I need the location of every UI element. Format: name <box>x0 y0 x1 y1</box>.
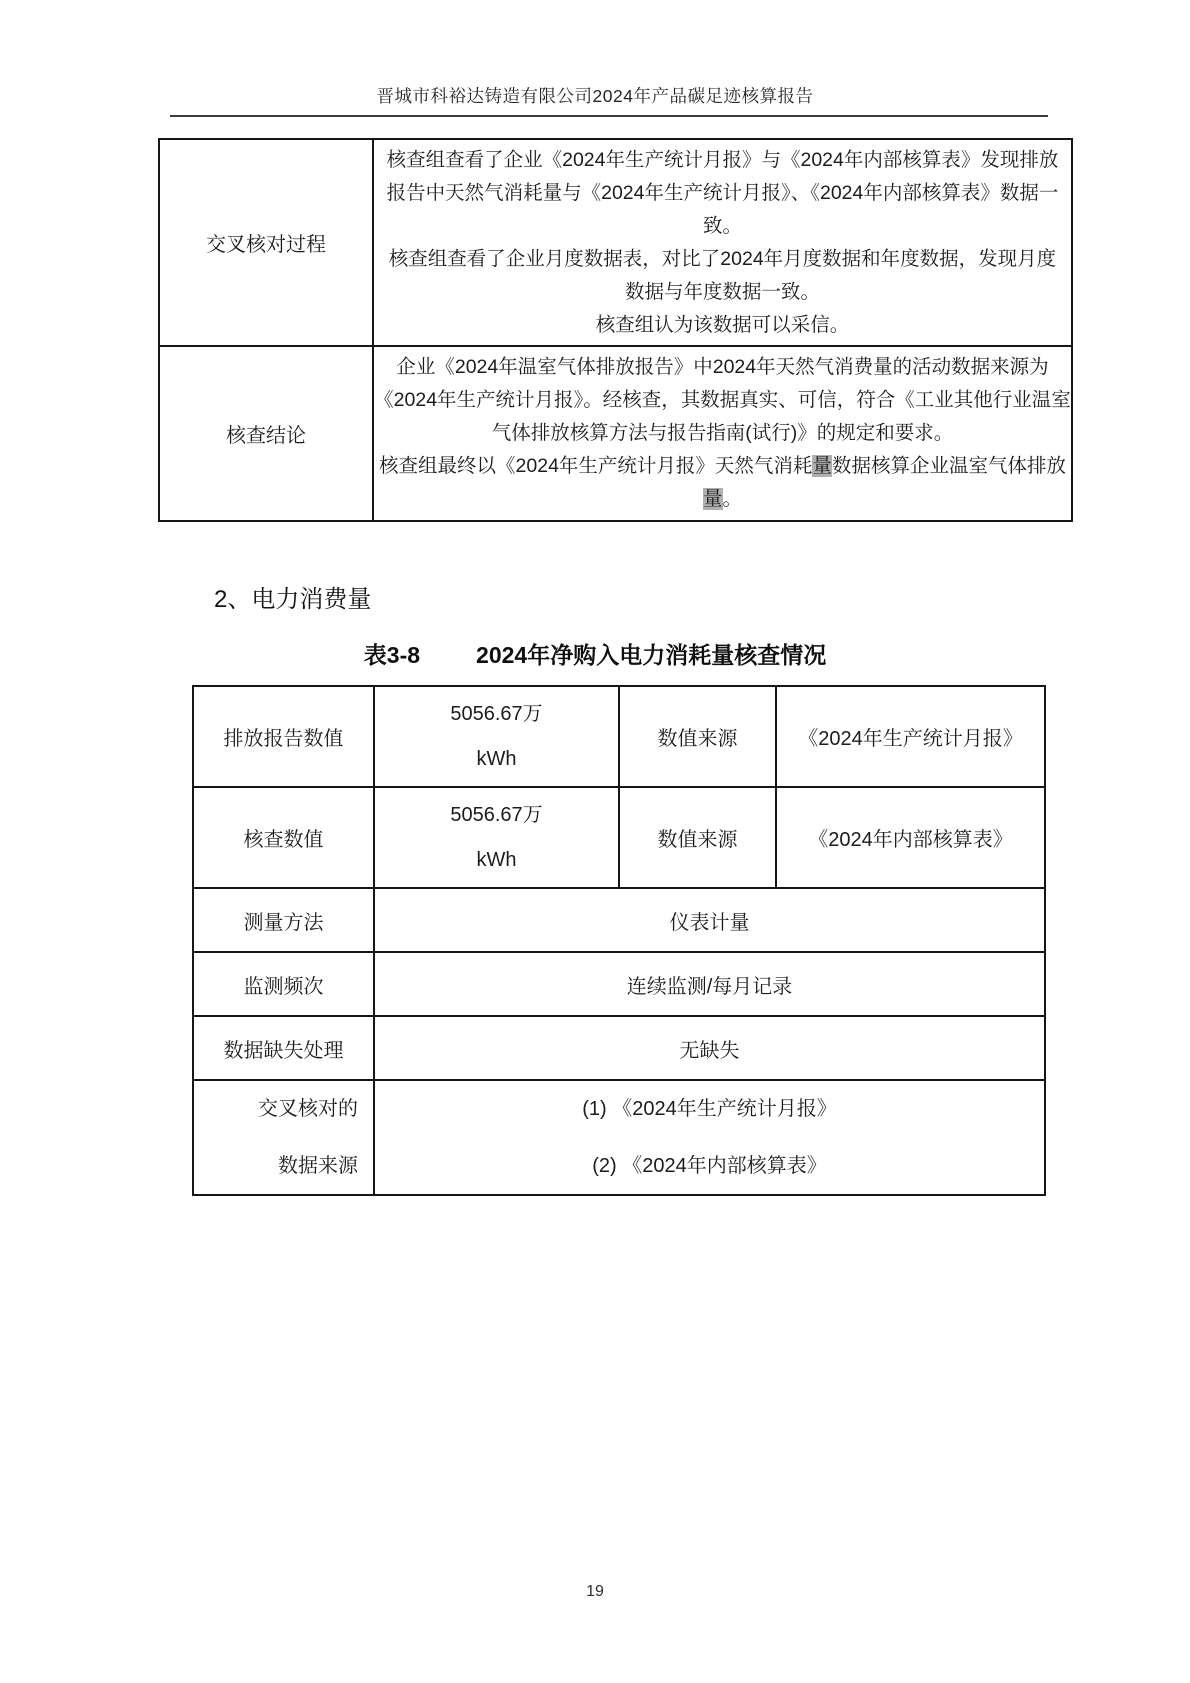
emission-report-value <box>375 687 620 786</box>
label-line: 交叉核对的 <box>258 1097 358 1120</box>
value-line: kWh <box>476 848 517 871</box>
measurement-method-value: 仪表计量 <box>669 911 750 934</box>
verified-value <box>375 788 620 887</box>
highlighted-char: 量 <box>812 455 832 477</box>
value-line: 5056.67万 <box>450 702 543 725</box>
content-line: 企业《2024年温室气体排放报告》中2024年天然气消费量的活动数据来源为 <box>396 356 1049 378</box>
content-line: 气体排放核算方法与报告指南(试行)》的规定和要求。 <box>491 422 954 444</box>
value-source-label: 数值来源 <box>620 687 777 786</box>
natural-gas-verification-table <box>158 138 1073 522</box>
page-number: 19 <box>586 1583 604 1600</box>
caption-text: 2024年净购入电力消耗量核查情况 <box>476 642 827 668</box>
report-header-title: 晋城市科裕达铸造有限公司2024年产品碳足迹核算报告 <box>376 86 814 106</box>
value-line: (2) 《2024年内部核算表》 <box>592 1154 827 1177</box>
table-row-missing-data-handling <box>194 1015 1044 1079</box>
content-line: 核查组查看了企业《2024年生产统计月报》与《2024年内部核算表》发现排放 <box>386 148 1059 171</box>
cross-check-sources-label <box>194 1081 375 1194</box>
missing-data-handling-value: 无缺失 <box>679 1039 740 1062</box>
measurement-method-label: 测量方法 <box>194 889 375 951</box>
content-line <box>703 483 742 516</box>
monitoring-frequency-label: 监测频次 <box>194 953 375 1015</box>
content-line <box>379 450 1066 483</box>
value-line: 5056.67万 <box>450 803 543 826</box>
line-text: 数据核算企业温室气体排放 <box>831 455 1066 477</box>
table-row-cross-check-sources <box>194 1079 1044 1194</box>
header-divider <box>170 115 1048 117</box>
highlighted-char: 量 <box>702 488 723 510</box>
label-line: 数据来源 <box>278 1154 358 1177</box>
line-text: 。 <box>722 488 743 510</box>
content-line: 报告中天然气消耗量与《2024年生产统计月报》、《2024年内部核算表》数据一 <box>386 181 1059 204</box>
value-source-label: 数值来源 <box>620 788 777 887</box>
caption-label: 表3-8 <box>363 642 421 668</box>
section-heading-electricity: 2、电力消费量 <box>214 586 372 613</box>
value-source: 《2024年内部核算表》 <box>808 829 1013 851</box>
table-row-verification-conclusion <box>160 345 1071 520</box>
table-3-8-caption <box>0 640 1190 670</box>
verification-conclusion-content <box>374 347 1071 520</box>
content-line: 《2024年生产统计月报》。经核查，其数据真实、可信，符合《工业其他行业温室 <box>374 389 1071 411</box>
content-line: 致。 <box>702 214 742 237</box>
table-row-emission-report-value <box>194 687 1044 786</box>
verification-conclusion-label: 核查结论 <box>160 347 374 520</box>
cross-check-sources-value <box>375 1081 1044 1194</box>
electricity-verification-table <box>192 685 1046 1196</box>
table-row-cross-check-process <box>160 140 1071 345</box>
content-line: 数据与年度数据一致。 <box>624 280 820 303</box>
value-line: (1) 《2024年生产统计月报》 <box>582 1097 837 1120</box>
content-line: 核查组查看了企业月度数据表，对比了2024年月度数据和年度数据，发现月度 <box>388 247 1057 270</box>
cross-check-process-content <box>374 140 1071 345</box>
table-row-measurement-method <box>194 887 1044 951</box>
table-row-verified-value <box>194 786 1044 887</box>
monitoring-frequency-value: 连续监测/每月记录 <box>626 975 793 998</box>
value-line: kWh <box>476 747 517 770</box>
missing-data-handling-label: 数据缺失处理 <box>194 1017 375 1079</box>
table-row-monitoring-frequency <box>194 951 1044 1015</box>
content-line: 核查组认为该数据可以采信。 <box>595 313 850 336</box>
verified-value-label: 核查数值 <box>194 788 375 887</box>
line-text: 核查组最终以《2024年生产统计月报》天然气消耗 <box>379 455 813 477</box>
value-source: 《2024年生产统计月报》 <box>798 728 1023 750</box>
cross-check-process-label: 交叉核对过程 <box>160 140 374 345</box>
emission-report-value-label: 排放报告数值 <box>194 687 375 786</box>
